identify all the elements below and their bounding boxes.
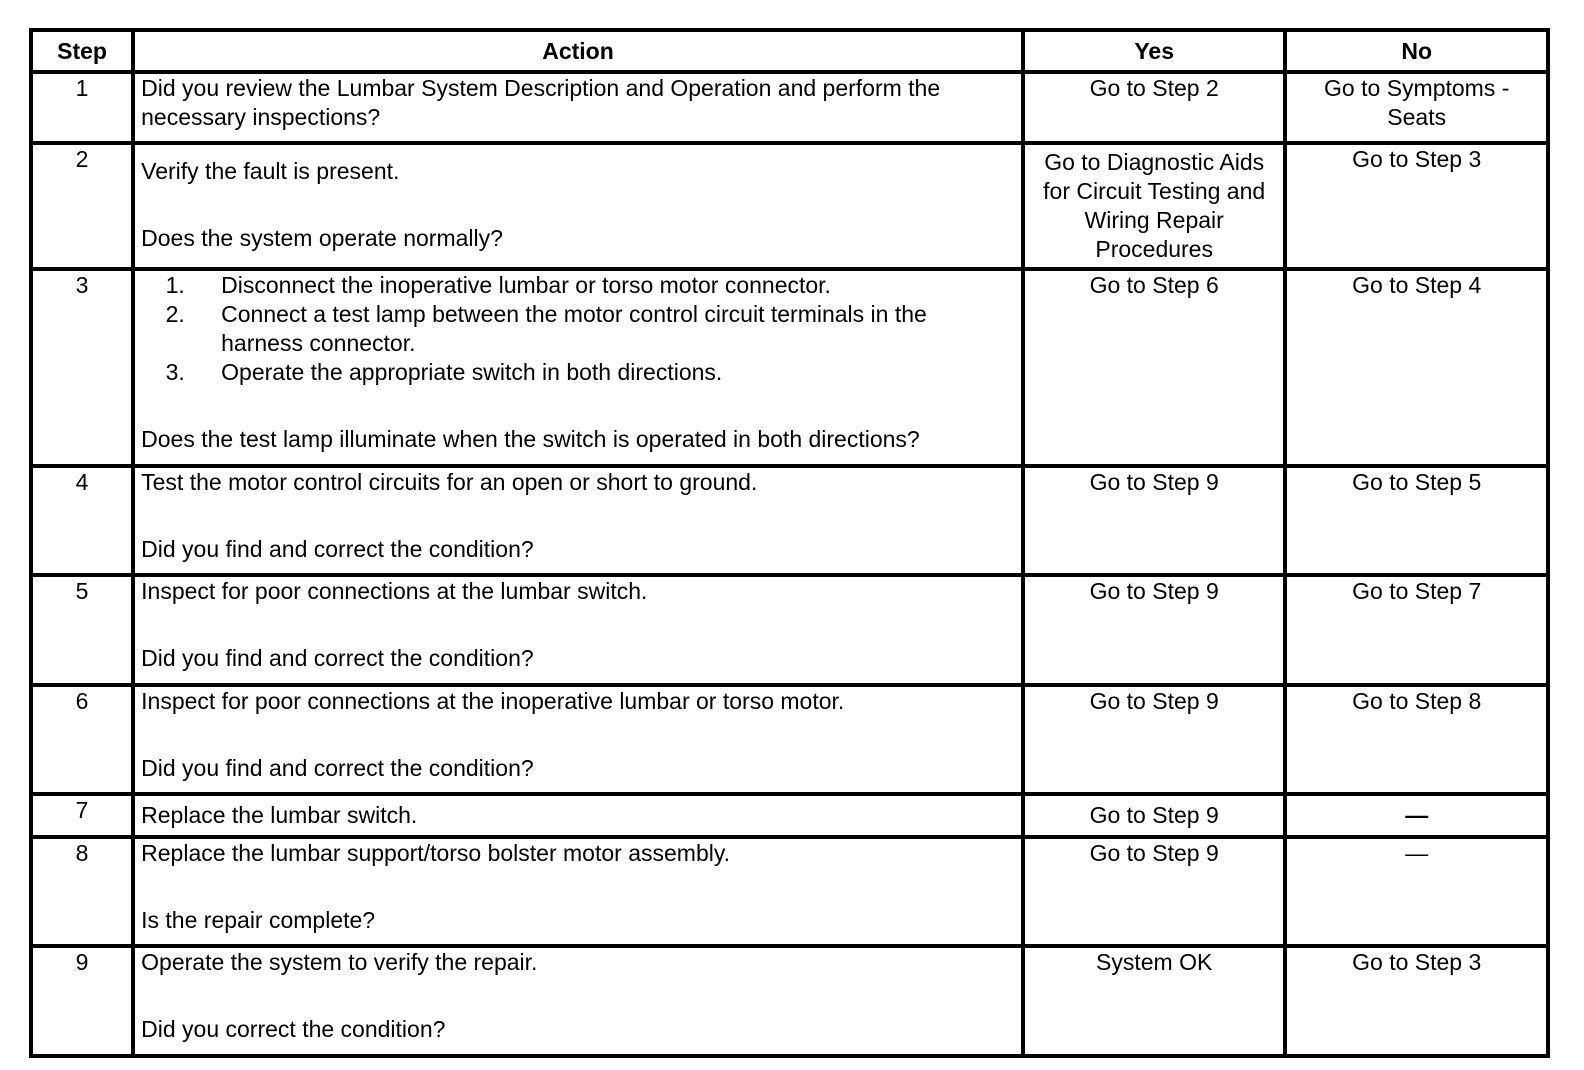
action-question: Did you find and correct the condition?	[141, 535, 534, 562]
action-cell	[133, 575, 1023, 685]
action-text: Verify the fault is present.	[141, 158, 400, 184]
action-question: Is the repair complete?	[141, 906, 376, 933]
no-cell: Go to Symptoms - Seats	[1285, 72, 1548, 143]
yes-cell: Go to Step 9	[1023, 837, 1286, 947]
action-cell	[133, 72, 1023, 143]
no-cell: Go to Step 5	[1285, 466, 1548, 576]
action-text: Replace the lumbar support/torso bolster motor assembly.	[141, 839, 731, 866]
no-cell: —	[1285, 837, 1548, 947]
no-cell: Go to Step 8	[1285, 685, 1548, 795]
step-number: 3	[31, 269, 133, 466]
step-number: 2	[31, 143, 133, 269]
step-number: 6	[31, 685, 133, 795]
table-row	[31, 685, 1548, 795]
step-number: 7	[31, 794, 133, 837]
yes-cell: Go to Step 9	[1023, 685, 1286, 795]
yes-cell: Go to Step 6	[1023, 269, 1286, 466]
header-yes: Yes	[1023, 30, 1286, 72]
no-cell: Go to Step 7	[1285, 575, 1548, 685]
action-text: Inspect for poor connections at the inoperative lumbar or torso motor.	[141, 687, 845, 714]
action-cell	[133, 685, 1023, 795]
step-number: 5	[31, 575, 133, 685]
table-row	[31, 946, 1548, 1056]
table-row	[31, 837, 1548, 947]
table-row	[31, 72, 1548, 143]
action-question: Does the test lamp illuminate when the switch is operated in both directions?	[141, 425, 920, 452]
no-cell: Go to Step 4	[1285, 269, 1548, 466]
table-row	[31, 466, 1548, 576]
action-text: Test the motor control circuits for an open or short to ground.	[141, 468, 758, 495]
diagnostic-table	[29, 28, 1550, 1058]
yes-cell: Go to Diagnostic Aids for Circuit Testing and Wiring Repair Procedures	[1023, 143, 1286, 269]
action-text: Replace the lumbar switch.	[141, 802, 418, 829]
procedure-step: 2. Connect a test lamp between the motor control circuit terminals in the harness connector.	[191, 300, 1015, 358]
header-action: Action	[133, 30, 1023, 72]
yes-cell: System OK	[1023, 946, 1286, 1056]
action-cell	[133, 269, 1023, 466]
action-question: Did you find and correct the condition?	[141, 645, 534, 672]
action-cell	[133, 143, 1023, 269]
step-number: 9	[31, 946, 133, 1056]
no-cell: —	[1285, 794, 1548, 837]
yes-cell: Go to Step 9	[1023, 466, 1286, 576]
action-text: Did you review the Lumbar System Description and Operation and perform the necessary inspections?	[141, 75, 941, 130]
action-cell	[133, 837, 1023, 947]
step-number: 8	[31, 837, 133, 947]
yes-cell: Go to Step 9	[1023, 575, 1286, 685]
no-cell: Go to Step 3	[1285, 143, 1548, 269]
action-text: Operate the system to verify the repair.	[141, 949, 538, 976]
action-question: Did you correct the condition?	[141, 1016, 446, 1043]
procedure-step: 1. Disconnect the inoperative lumbar or torso motor connector.	[191, 271, 1015, 300]
procedure-step: 3. Operate the appropriate switch in both directions.	[191, 358, 1015, 387]
action-text: Inspect for poor connections at the lumbar switch.	[141, 578, 648, 605]
header-step: Step	[31, 30, 133, 72]
table-row	[31, 575, 1548, 685]
action-cell	[133, 794, 1023, 837]
action-question: Does the system operate normally?	[141, 225, 503, 251]
table-row	[31, 794, 1548, 837]
header-row	[31, 30, 1548, 72]
table-row	[31, 269, 1548, 466]
procedure-list	[141, 271, 1015, 387]
action-cell	[133, 946, 1023, 1056]
yes-cell: Go to Step 2	[1023, 72, 1286, 143]
action-question: Did you find and correct the condition?	[141, 754, 534, 781]
no-cell: Go to Step 3	[1285, 946, 1548, 1056]
table-row	[31, 143, 1548, 269]
step-number: 4	[31, 466, 133, 576]
step-number: 1	[31, 72, 133, 143]
yes-cell: Go to Step 9	[1023, 794, 1286, 837]
header-no: No	[1285, 30, 1548, 72]
action-cell	[133, 466, 1023, 576]
